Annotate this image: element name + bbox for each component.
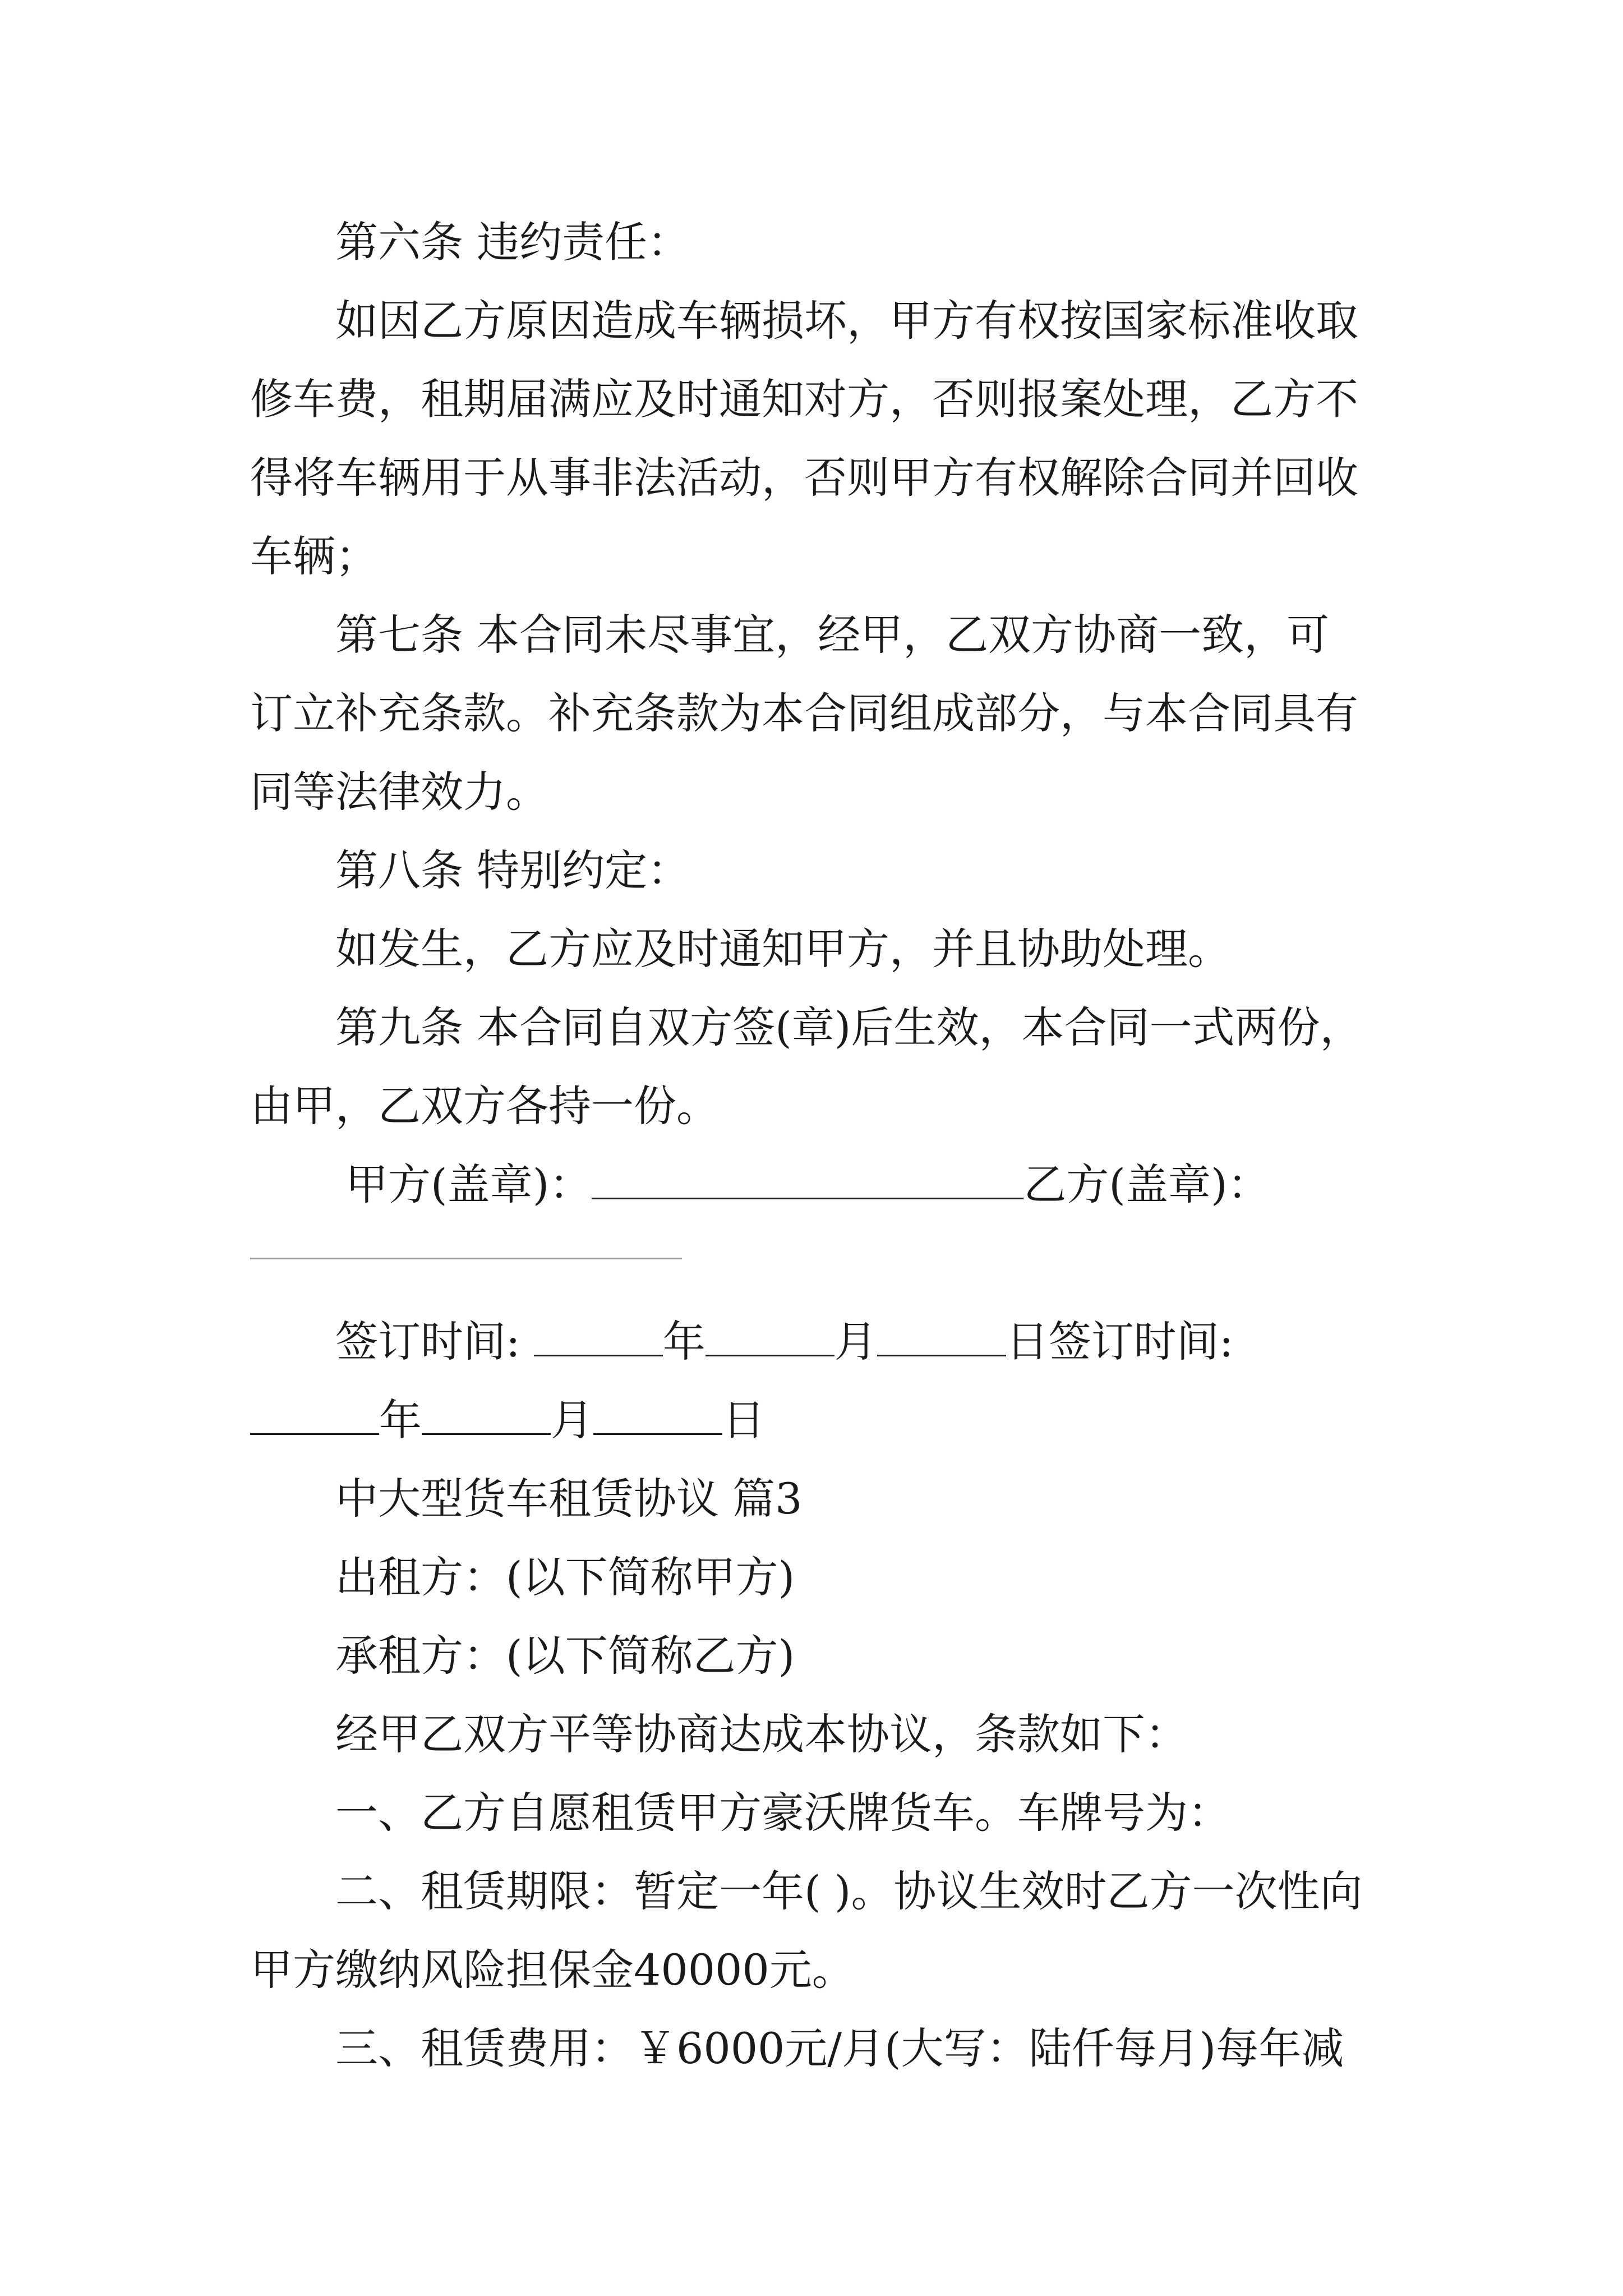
month-blank-a	[706, 1320, 834, 1356]
article7-text: 第七条 本合同未尽事宜，经甲，乙双方协商一致，可订立补充条款。补充条款为本合同组成部分，与本合同具有同等法律效力。	[250, 610, 1358, 817]
article8-title: 第八条 特别约定：	[335, 845, 690, 895]
lessee-line: 承租方：(以下简称乙方)	[335, 1631, 795, 1681]
intro-line: 经甲乙双方平等协商达成本协议，条款如下：	[335, 1709, 1188, 1759]
article9-text: 第九条 本合同自双方签(章)后生效，本合同一式两份，由甲，乙双方各持一份。	[250, 1002, 1363, 1131]
section3-title: 中大型货车租赁协议 篇3	[335, 1474, 803, 1524]
party-b-signature-blank	[250, 1258, 682, 1259]
month-blank-b	[422, 1398, 551, 1435]
year-blank-a	[534, 1320, 663, 1356]
signature-row	[345, 1145, 1411, 1224]
party-b-seal-label: 乙方(盖章)：	[1023, 1159, 1270, 1209]
month-label-a: 月	[834, 1317, 877, 1366]
clause1-text: 一、乙方自愿租赁甲方豪沃牌货车。车牌号为：	[335, 1788, 1230, 1838]
lessor-line: 出租方：(以下简称甲方)	[335, 1552, 795, 1602]
year-label-b: 年	[379, 1395, 422, 1445]
year-blank-b	[250, 1398, 379, 1435]
party-a-seal-label: 甲方(盖章)：	[345, 1159, 592, 1209]
day-blank-b	[593, 1398, 722, 1435]
year-label-a: 年	[662, 1317, 706, 1366]
sign-date-block	[250, 1303, 1372, 1460]
day-sign-label: 日签订时间:	[1006, 1317, 1234, 1366]
party-a-signature-blank	[592, 1163, 1023, 1199]
day-label-b: 日	[722, 1395, 765, 1445]
sign-date-label-a: 签订时间:	[335, 1317, 520, 1366]
clause3-text: 三、租赁费用：￥6000元/月(大写：陆仟每月)每年减	[335, 2023, 1344, 2073]
article6-body: 如因乙方原因造成车辆损坏，甲方有权按国家标准收取修车费，租期届满应及时通知对方，否则报案处理，乙方不得将车辆用于从事非法活动，否则甲方有权解除合同并回收车辆；	[250, 296, 1358, 581]
month-label-b: 月	[551, 1395, 593, 1445]
article8-body: 如发生，乙方应及时通知甲方，并且协助处理。	[335, 924, 1230, 974]
day-blank-a	[877, 1320, 1006, 1356]
article6-title: 第六条 违约责任：	[335, 217, 690, 267]
clause2-text: 二、租赁期限：暂定一年( )。协议生效时乙方一次性向甲方缴纳风险担保金40000元。	[250, 1866, 1363, 1995]
